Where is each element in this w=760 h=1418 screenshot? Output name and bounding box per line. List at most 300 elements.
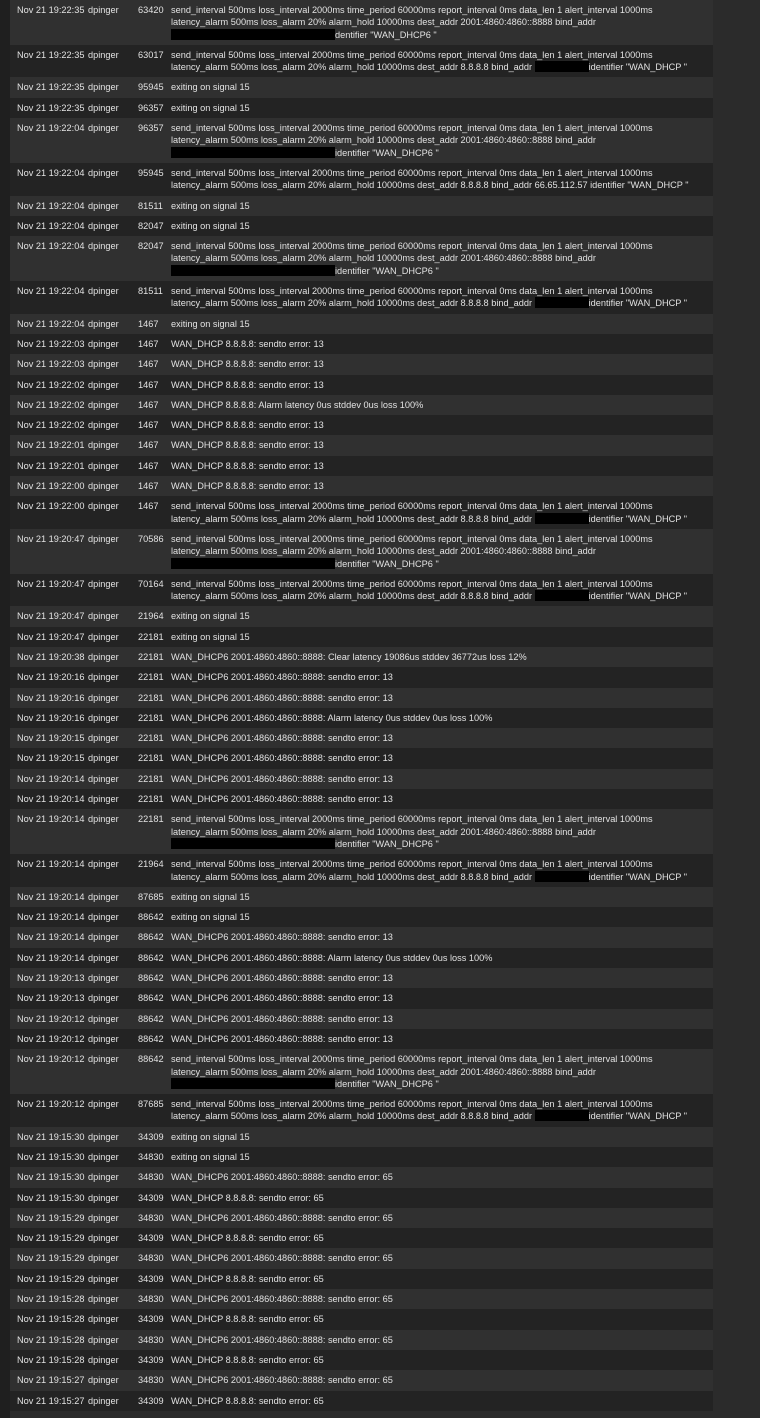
log-row [10, 314, 713, 334]
log-message-text: exiting on signal 15 [171, 611, 250, 622]
log-pid: 96357 [138, 123, 164, 134]
log-process: dpinger [88, 1099, 119, 1110]
log-message-text: WAN_DHCP6 2001:4860:4860::8888: sendto error: 13 [171, 1013, 393, 1024]
log-message [171, 49, 709, 74]
log-pid: 1467 [138, 399, 159, 410]
log-message [171, 752, 709, 764]
log-pid: 1467 [138, 359, 159, 370]
log-message [171, 500, 709, 525]
log-pid: 95945 [138, 167, 164, 178]
log-pid: 82047 [138, 241, 164, 252]
log-message-text: identifier "WAN_DHCP " [588, 62, 688, 73]
log-message [171, 102, 709, 114]
log-pid: 22181 [138, 753, 164, 764]
log-message-text: WAN_DHCP 8.8.8.8: Alarm latency 0us stddev 0us loss 100% [171, 399, 424, 410]
log-time: Nov 21 19:20:13 [17, 973, 85, 984]
log-pid: 34830 [138, 1172, 164, 1183]
log-message-text: WAN_DHCP6 2001:4860:4860::8888: sendto error: 13 [171, 672, 393, 683]
log-row [10, 216, 713, 236]
log-message-text: identifier "WAN_DHCP6 " [335, 265, 439, 276]
log-message-text: WAN_DHCP6 2001:4860:4860::8888: Alarm latency 0us stddev 0us loss 100% [171, 712, 493, 723]
log-message-text: exiting on signal 15 [171, 82, 250, 93]
log-process: dpinger [88, 1375, 119, 1386]
log-pid: 34830 [138, 1152, 164, 1162]
redacted-block [535, 590, 589, 601]
log-message-text: dentifier "WAN_DHCP6 " [335, 29, 437, 40]
log-message [171, 379, 709, 391]
redacted-block [535, 61, 589, 72]
log-time: Nov 21 19:20:15 [17, 753, 85, 764]
log-message-text: WAN_DHCP6 2001:4860:4860::8888: sendto error: 13 [171, 773, 393, 784]
log-time: Nov 21 19:20:14 [17, 932, 85, 943]
log-pid: 34309 [138, 1395, 164, 1406]
log-pid: 88642 [138, 1033, 164, 1044]
log-pid: 22181 [138, 733, 164, 744]
log-message-text: send_interval 500ms loss_interval 2000ms time_period 60000ms report_interval 0ms data_len 1 alert_interval 1000ms latency_alarm 500ms loss_alarm 20% alarm_hold 10000ms dest_addr 2001:4860:4860::8888 bind_addr [171, 814, 653, 837]
log-process: dpinger [88, 5, 119, 15]
log-process: dpinger [88, 220, 119, 231]
log-pid: 1467 [138, 460, 159, 471]
log-process: dpinger [88, 753, 119, 764]
log-pid: 34830 [138, 1212, 164, 1223]
log-time: Nov 21 19:22:35 [17, 5, 85, 15]
log-row [10, 854, 713, 887]
log-process: dpinger [88, 1131, 119, 1142]
log-time: Nov 21 19:22:04 [17, 123, 85, 134]
log-time: Nov 21 19:22:03 [17, 338, 85, 349]
log-row [10, 1391, 713, 1411]
log-process: dpinger [88, 578, 119, 589]
log-row [10, 334, 713, 354]
log-pid: 22181 [138, 773, 164, 784]
log-message [171, 200, 709, 212]
log-row [10, 375, 713, 395]
log-time: Nov 21 19:22:03 [17, 359, 85, 370]
log-process: dpinger [88, 1033, 119, 1044]
log-time: Nov 21 19:22:02 [17, 420, 85, 431]
log-pid: 34309 [138, 1314, 164, 1325]
log-process: dpinger [88, 123, 119, 134]
log-message-text: WAN_DHCP6 2001:4860:4860::8888: sendto error: 65 [171, 1172, 393, 1183]
log-pid: 22181 [138, 712, 164, 723]
log-message [171, 651, 709, 663]
log-message [171, 1033, 709, 1045]
log-time: Nov 21 19:15:30 [17, 1152, 85, 1162]
log-pid: 88642 [138, 1054, 164, 1065]
log-pid: 87685 [138, 891, 164, 902]
log-message-text: send_interval 500ms loss_interval 2000ms time_period 60000ms report_interval 0ms data_len 1 alert_interval 1000ms latency_alarm 500ms loss_alarm 20% alarm_hold 10000ms dest_addr 8.8.8.8 bind_addr [171, 578, 653, 602]
log-time: Nov 21 19:22:00 [17, 481, 85, 492]
log-message-text: WAN_DHCP6 2001:4860:4860::8888: sendto error: 13 [171, 733, 393, 744]
log-row [10, 968, 713, 988]
log-message [171, 813, 709, 850]
log-row [10, 1147, 713, 1167]
log-process: dpinger [88, 379, 119, 390]
log-time: Nov 21 19:22:02 [17, 399, 85, 410]
log-message-text: WAN_DHCP6 2001:4860:4860::8888: sendto error: 65 [171, 1334, 393, 1345]
log-pid: 1467 [138, 338, 159, 349]
log-time: Nov 21 19:20:16 [17, 712, 85, 723]
log-row [10, 1188, 713, 1208]
log-message-text: send_interval 500ms loss_interval 2000ms time_period 60000ms report_interval 0ms data_len 1 alert_interval 1000ms latency_alarm 500ms loss_alarm 20% alarm_hold 10000ms dest_addr 8.8.8.8 bind_addr [171, 49, 653, 73]
log-process: dpinger [88, 399, 119, 410]
log-process: dpinger [88, 82, 119, 93]
log-message [171, 480, 709, 492]
log-row [10, 236, 713, 281]
log-row [10, 1167, 713, 1187]
log-time: Nov 21 19:15:30 [17, 1172, 85, 1183]
log-pid: 34309 [138, 1354, 164, 1365]
log-pid: 82047 [138, 220, 164, 231]
log-message [171, 1354, 709, 1366]
log-pid: 88642 [138, 973, 164, 984]
log-message [171, 1212, 709, 1224]
log-message-text: WAN_DHCP 8.8.8.8: sendto error: 65 [171, 1192, 324, 1203]
log-time: Nov 21 19:20:14 [17, 814, 85, 825]
log-row [10, 118, 713, 163]
log-time: Nov 21 19:22:02 [17, 379, 85, 390]
log-message-text: exiting on signal 15 [171, 102, 250, 113]
log-pid: 96357 [138, 102, 164, 113]
log-time: Nov 21 19:22:04 [17, 200, 85, 211]
log-process: dpinger [88, 440, 119, 451]
log-message [171, 338, 709, 350]
log-pid: 1467 [138, 481, 159, 492]
log-time: Nov 21 19:20:12 [17, 1013, 85, 1024]
log-pid: 34830 [138, 1294, 164, 1305]
log-time: Nov 21 19:20:47 [17, 533, 85, 544]
log-message [171, 793, 709, 805]
log-row [10, 456, 713, 476]
log-process: dpinger [88, 1054, 119, 1065]
log-time: Nov 21 19:15:28 [17, 1334, 85, 1345]
log-pid: 22181 [138, 631, 164, 642]
log-process: dpinger [88, 167, 119, 178]
log-message [171, 858, 709, 883]
log-message [171, 122, 709, 159]
page-margin [0, 0, 10, 1418]
log-row [10, 1370, 713, 1390]
log-time: Nov 21 19:20:16 [17, 692, 85, 703]
log-time: Nov 21 19:15:27 [17, 1395, 85, 1406]
log-row [10, 529, 713, 574]
log-time: Nov 21 19:20:47 [17, 578, 85, 589]
log-message-text: send_interval 500ms loss_interval 2000ms time_period 60000ms report_interval 0ms data_len 1 alert_interval 1000ms latency_alarm 500ms loss_alarm 20% alarm_hold 10000ms dest_addr 8.8.8.8 bind_addr [171, 1099, 653, 1122]
log-process: dpinger [88, 1334, 119, 1345]
log-message-text: send_interval 500ms loss_interval 2000ms time_period 60000ms report_interval 0ms data_len 1 alert_interval 1000ms latency_alarm 500ms loss_alarm 20% alarm_hold 10000ms dest_addr 8.8.8.8 bind_addr [171, 286, 653, 309]
log-pid: 87685 [138, 1099, 164, 1110]
log-pid: 95945 [138, 82, 164, 93]
redacted-block [171, 29, 335, 40]
log-process: dpinger [88, 794, 119, 805]
redacted-block [535, 871, 589, 882]
log-message [171, 610, 709, 622]
log-message-text: identifier "WAN_DHCP " [588, 591, 688, 602]
log-pid: 21964 [138, 859, 164, 870]
log-pid: 1467 [138, 420, 159, 431]
log-process: dpinger [88, 891, 119, 902]
log-message-text: identifier "WAN_DHCP " [588, 298, 688, 309]
redacted-block [535, 1110, 589, 1121]
log-message-text: WAN_DHCP6 2001:4860:4860::8888: Alarm latency 0us stddev 0us loss 100% [171, 952, 493, 963]
log-time: Nov 21 19:20:12 [17, 1033, 85, 1044]
log-message [171, 1374, 709, 1386]
log-message-text: identifier "WAN_DHCP " [588, 871, 688, 882]
log-row [10, 45, 713, 78]
log-pid: 22181 [138, 672, 164, 683]
log-process: dpinger [88, 1212, 119, 1223]
log-message-text: WAN_DHCP6 2001:4860:4860::8888: sendto error: 65 [171, 1294, 393, 1305]
log-pid: 88642 [138, 993, 164, 1004]
log-message [171, 167, 709, 192]
log-row [10, 667, 713, 687]
log-time: Nov 21 19:22:04 [17, 286, 85, 297]
log-message [171, 1313, 709, 1325]
log-row [10, 196, 713, 216]
log-time: Nov 21 19:20:13 [17, 993, 85, 1004]
log-pid: 34830 [138, 1253, 164, 1264]
log-message-text: WAN_DHCP 8.8.8.8: sendto error: 65 [171, 1395, 324, 1406]
log-time: Nov 21 19:15:30 [17, 1192, 85, 1203]
log-message-text: WAN_DHCP 8.8.8.8: sendto error: 65 [171, 1273, 324, 1284]
log-message-text: identifier "WAN_DHCP " [588, 513, 688, 524]
log-message-text: WAN_DHCP 8.8.8.8: sendto error: 65 [171, 1354, 324, 1365]
log-message-text: identifier "WAN_DHCP6 " [335, 838, 439, 849]
log-message-text: WAN_DHCP6 2001:4860:4860::8888: sendto error: 13 [171, 794, 393, 805]
log-pid: 1467 [138, 379, 159, 390]
log-process: dpinger [88, 200, 119, 211]
log-message [171, 220, 709, 232]
log-time: Nov 21 19:22:00 [17, 501, 85, 512]
log-process: dpinger [88, 102, 119, 113]
log-message-text: WAN_DHCP6 2001:4860:4860::8888: sendto error: 13 [171, 1033, 393, 1044]
log-message [171, 460, 709, 472]
log-message [171, 931, 709, 943]
log-pid: 1467 [138, 501, 159, 512]
redacted-block [171, 147, 335, 158]
log-row [10, 627, 713, 647]
log-time: Nov 21 19:20:14 [17, 773, 85, 784]
log-message [171, 891, 709, 903]
log-row [10, 435, 713, 455]
log-message [171, 533, 709, 570]
log-pid: 21964 [138, 611, 164, 622]
log-row [10, 769, 713, 789]
log-row [10, 789, 713, 809]
log-row [10, 1009, 713, 1029]
log-time: Nov 21 19:22:35 [17, 82, 85, 93]
log-pid: 22181 [138, 814, 164, 825]
log-process: dpinger [88, 241, 119, 252]
log-message-text: WAN_DHCP 8.8.8.8: sendto error: 13 [171, 420, 324, 431]
log-message [171, 358, 709, 370]
log-process: dpinger [88, 712, 119, 723]
log-row [10, 1289, 713, 1309]
log-row [10, 0, 713, 45]
log-message-text: exiting on signal 15 [171, 1152, 250, 1162]
log-pid: 81511 [138, 200, 163, 211]
log-message-text: send_interval 500ms loss_interval 2000ms time_period 60000ms report_interval 0ms data_len 1 alert_interval 1000ms latency_alarm 500ms loss_alarm 20% alarm_hold 10000ms dest_addr 2001:4860:4860::8888 bind_addr [171, 533, 653, 557]
log-row [10, 988, 713, 1008]
log-message-text: WAN_DHCP6 2001:4860:4860::8888: sendto error: 13 [171, 692, 393, 703]
log-time: Nov 21 19:20:47 [17, 631, 85, 642]
log-process: dpinger [88, 1013, 119, 1024]
log-row [10, 1269, 713, 1289]
log-message [171, 1334, 709, 1346]
log-message-text: identifier "WAN_DHCP6 " [335, 147, 439, 158]
log-process: dpinger [88, 420, 119, 431]
log-pid: 34309 [138, 1273, 164, 1284]
log-pid: 88642 [138, 932, 164, 943]
log-row [10, 1330, 713, 1350]
log-message-text: exiting on signal 15 [171, 200, 250, 211]
log-process: dpinger [88, 631, 119, 642]
log-process: dpinger [88, 533, 119, 544]
log-time: Nov 21 19:20:12 [17, 1054, 85, 1065]
log-message-text: WAN_DHCP 8.8.8.8: sendto error: 13 [171, 379, 324, 390]
log-message [171, 439, 709, 451]
log-process: dpinger [88, 692, 119, 703]
log-process: dpinger [88, 1314, 119, 1325]
log-message [171, 318, 709, 330]
log-process: dpinger [88, 672, 119, 683]
log-time: Nov 21 19:22:04 [17, 318, 85, 329]
log-time: Nov 21 19:15:29 [17, 1233, 85, 1244]
log-process: dpinger [88, 1395, 119, 1406]
log-message [171, 952, 709, 964]
log-row [10, 748, 713, 768]
log-message-text: WAN_DHCP6 2001:4860:4860::8888: sendto error: 65 [171, 1375, 393, 1386]
log-pid: 81511 [138, 286, 163, 297]
log-row [10, 1127, 713, 1147]
log-message [171, 1252, 709, 1264]
log-pid: 63017 [138, 49, 164, 60]
log-process: dpinger [88, 1152, 119, 1162]
log-message [171, 1131, 709, 1143]
log-row [10, 281, 713, 314]
log-row [10, 1029, 713, 1049]
log-message-text: send_interval 500ms loss_interval 2000ms time_period 60000ms report_interval 0ms data_len 1 alert_interval 1000ms latency_alarm 500ms loss_alarm 20% alarm_hold 10000ms dest_addr 2001:4860:4860::8888 bind_addr [171, 241, 653, 264]
log-process: dpinger [88, 481, 119, 492]
log-row [10, 948, 713, 968]
log-message-text: WAN_DHCP6 2001:4860:4860::8888: sendto error: 65 [171, 1212, 393, 1223]
log-time: Nov 21 19:20:12 [17, 1099, 85, 1110]
log-pid: 34309 [138, 1192, 164, 1203]
log-row [10, 476, 713, 496]
log-message-text: WAN_DHCP6 2001:4860:4860::8888: sendto error: 13 [171, 993, 393, 1004]
log-time: Nov 21 19:20:14 [17, 794, 85, 805]
log-message [171, 1171, 709, 1183]
log-pid: 34830 [138, 1334, 164, 1345]
log-time: Nov 21 19:15:28 [17, 1294, 85, 1305]
log-process: dpinger [88, 912, 119, 923]
log-row [10, 728, 713, 748]
redacted-block [535, 513, 589, 524]
log-message-text: exiting on signal 15 [171, 891, 250, 902]
log-message [171, 972, 709, 984]
log-message [171, 419, 709, 431]
log-message [171, 671, 709, 683]
log-message [171, 1293, 709, 1305]
log-process: dpinger [88, 501, 119, 512]
log-process: dpinger [88, 1294, 119, 1305]
log-time: Nov 21 19:22:01 [17, 440, 85, 451]
redacted-block [171, 558, 335, 569]
log-message-text: WAN_DHCP6 2001:4860:4860::8888: sendto error: 65 [171, 1253, 393, 1264]
log-message-text: WAN_DHCP6 2001:4860:4860::8888: sendto error: 13 [171, 932, 393, 943]
log-time: Nov 21 19:20:14 [17, 891, 85, 902]
log-message-text: exiting on signal 15 [171, 220, 250, 231]
log-process: dpinger [88, 338, 119, 349]
log-time: Nov 21 19:15:28 [17, 1314, 85, 1325]
log-row [10, 98, 713, 118]
log-time: Nov 21 19:20:14 [17, 859, 85, 870]
log-time: Nov 21 19:22:35 [17, 49, 85, 60]
log-process: dpinger [88, 1273, 119, 1284]
log-message [171, 1273, 709, 1285]
log-time: Nov 21 19:15:30 [17, 1131, 85, 1142]
log-row [10, 907, 713, 927]
log-row [10, 688, 713, 708]
log-row [10, 647, 713, 667]
log-process: dpinger [88, 733, 119, 744]
log-pid: 70586 [138, 533, 164, 544]
log-process: dpinger [88, 932, 119, 943]
log-process: dpinger [88, 1192, 119, 1203]
log-message [171, 1098, 709, 1123]
log-message [171, 1232, 709, 1244]
log-row [10, 1309, 713, 1329]
log-row [10, 1228, 713, 1248]
log-message [171, 1192, 709, 1204]
log-message-text: identifier "WAN_DHCP6 " [335, 1078, 439, 1089]
log-time: Nov 21 19:20:14 [17, 952, 85, 963]
log-message [171, 578, 709, 603]
log-message [171, 1395, 709, 1407]
log-process: dpinger [88, 1354, 119, 1365]
log-message [171, 81, 709, 93]
log-time: Nov 21 19:15:29 [17, 1253, 85, 1264]
log-message-text: send_interval 500ms loss_interval 2000ms time_period 60000ms report_interval 0ms data_len 1 alert_interval 1000ms latency_alarm 500ms loss_alarm 20% alarm_hold 10000ms dest_addr 2001:4860:4860::8888 bind_addr [171, 1054, 653, 1077]
log-pid: 34309 [138, 1233, 164, 1244]
log-time: Nov 21 19:20:16 [17, 672, 85, 683]
log-pid: 22181 [138, 692, 164, 703]
log-row [10, 77, 713, 97]
log-pid: 1467 [138, 318, 159, 329]
redacted-block [171, 265, 335, 276]
log-process: dpinger [88, 460, 119, 471]
log-message [171, 712, 709, 724]
log-message-text: WAN_DHCP 8.8.8.8: sendto error: 13 [171, 481, 324, 492]
log-row [10, 927, 713, 947]
log-row [10, 354, 713, 374]
log-process: dpinger [88, 611, 119, 622]
log-pid: 22181 [138, 651, 164, 662]
log-message-text: WAN_DHCP 8.8.8.8: sendto error: 65 [171, 1233, 324, 1244]
log-pid: 88642 [138, 1013, 164, 1024]
log-message-text: exiting on signal 15 [171, 631, 250, 642]
log-time: Nov 21 19:20:38 [17, 651, 85, 662]
log-row [10, 496, 713, 529]
log-pid: 88642 [138, 952, 164, 963]
log-message [171, 4, 709, 41]
log-process: dpinger [88, 318, 119, 329]
log-process: dpinger [88, 1172, 119, 1183]
log-message-text: WAN_DHCP 8.8.8.8: sendto error: 13 [171, 440, 324, 451]
log-message-text: identifier "WAN_DHCP " [588, 1111, 688, 1122]
log-message [171, 773, 709, 785]
system-log-table [10, 0, 713, 1411]
